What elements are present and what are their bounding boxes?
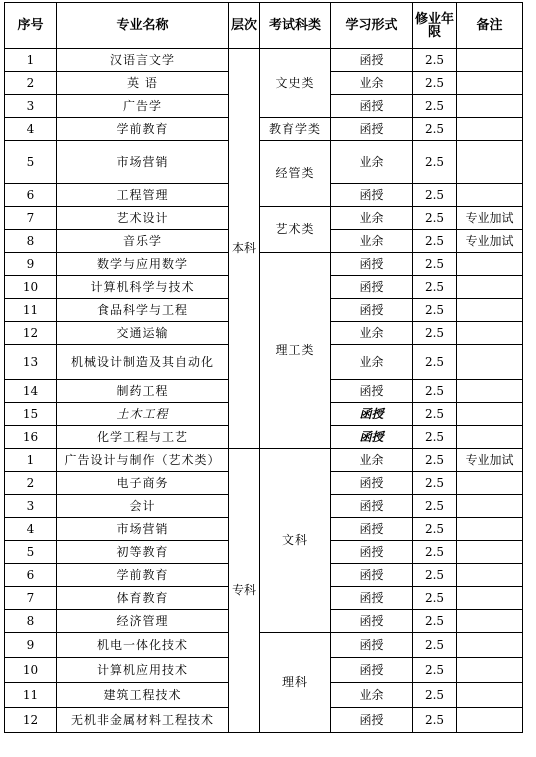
row-note	[457, 95, 523, 118]
row-years: 2.5	[413, 230, 457, 253]
row-mode: 函授	[331, 403, 413, 426]
row-mode: 函授	[331, 118, 413, 141]
row-mode: 函授	[331, 518, 413, 541]
row-note: 专业加试	[457, 449, 523, 472]
header-mode: 学习形式	[331, 3, 413, 49]
row-seq: 5	[5, 141, 57, 184]
row-mode: 函授	[331, 380, 413, 403]
row-mode: 业余	[331, 230, 413, 253]
row-seq: 7	[5, 587, 57, 610]
row-years: 2.5	[413, 658, 457, 683]
row-years: 2.5	[413, 708, 457, 733]
row-mode: 函授	[331, 495, 413, 518]
category-cell: 文史类	[260, 49, 331, 118]
category-cell: 经管类	[260, 141, 331, 207]
header-seq: 序号	[5, 3, 57, 49]
row-note: 专业加试	[457, 207, 523, 230]
row-mode: 函授	[331, 708, 413, 733]
row-seq: 7	[5, 207, 57, 230]
row-years: 2.5	[413, 141, 457, 184]
row-seq: 4	[5, 118, 57, 141]
row-note	[457, 426, 523, 449]
row-name: 学前教育	[57, 118, 229, 141]
row-seq: 6	[5, 564, 57, 587]
row-years: 2.5	[413, 184, 457, 207]
row-mode: 函授	[331, 184, 413, 207]
row-seq: 9	[5, 633, 57, 658]
header-name: 专业名称	[57, 3, 229, 49]
row-seq: 8	[5, 610, 57, 633]
row-seq: 14	[5, 380, 57, 403]
row-seq: 1	[5, 449, 57, 472]
row-note	[457, 184, 523, 207]
row-name: 汉语言文学	[57, 49, 229, 72]
row-mode: 函授	[331, 95, 413, 118]
row-seq: 2	[5, 72, 57, 95]
row-years: 2.5	[413, 564, 457, 587]
row-note: 专业加试	[457, 230, 523, 253]
row-note	[457, 345, 523, 380]
category-cell: 教育学类	[260, 118, 331, 141]
row-mode: 函授	[331, 276, 413, 299]
row-note	[457, 708, 523, 733]
row-name: 学前教育	[57, 564, 229, 587]
row-note	[457, 587, 523, 610]
row-name: 食品科学与工程	[57, 299, 229, 322]
category-cell: 理工类	[260, 253, 331, 449]
row-years: 2.5	[413, 541, 457, 564]
row-seq: 12	[5, 708, 57, 733]
row-note	[457, 541, 523, 564]
row-years: 2.5	[413, 380, 457, 403]
table-row	[5, 449, 523, 472]
row-years: 2.5	[413, 72, 457, 95]
row-name: 土木工程	[57, 403, 229, 426]
header-category: 考试科类	[260, 3, 331, 49]
row-note	[457, 495, 523, 518]
row-years: 2.5	[413, 49, 457, 72]
row-mode: 函授	[331, 610, 413, 633]
row-seq: 10	[5, 658, 57, 683]
row-note	[457, 49, 523, 72]
level-cell: 专科	[229, 449, 260, 733]
row-name: 市场营销	[57, 141, 229, 184]
row-seq: 13	[5, 345, 57, 380]
row-note	[457, 118, 523, 141]
row-name: 市场营销	[57, 518, 229, 541]
row-name: 机电一体化技术	[57, 633, 229, 658]
row-name: 计算机科学与技术	[57, 276, 229, 299]
row-years: 2.5	[413, 207, 457, 230]
row-years: 2.5	[413, 472, 457, 495]
row-years: 2.5	[413, 426, 457, 449]
row-name: 音乐学	[57, 230, 229, 253]
row-note	[457, 564, 523, 587]
row-seq: 12	[5, 322, 57, 345]
row-name: 经济管理	[57, 610, 229, 633]
row-years: 2.5	[413, 587, 457, 610]
table-row	[5, 49, 523, 72]
row-seq: 10	[5, 276, 57, 299]
row-note	[457, 72, 523, 95]
row-years: 2.5	[413, 633, 457, 658]
category-cell: 文科	[260, 449, 331, 633]
row-mode: 函授	[331, 299, 413, 322]
row-seq: 3	[5, 495, 57, 518]
row-note	[457, 472, 523, 495]
row-seq: 15	[5, 403, 57, 426]
row-note	[457, 403, 523, 426]
row-years: 2.5	[413, 118, 457, 141]
row-seq: 3	[5, 95, 57, 118]
row-name: 交通运输	[57, 322, 229, 345]
row-mode: 业余	[331, 449, 413, 472]
header-level: 层次	[229, 3, 260, 49]
row-mode: 业余	[331, 345, 413, 380]
row-mode: 业余	[331, 72, 413, 95]
row-name: 艺术设计	[57, 207, 229, 230]
row-note	[457, 253, 523, 276]
row-note	[457, 276, 523, 299]
row-years: 2.5	[413, 495, 457, 518]
level-cell: 本科	[229, 49, 260, 449]
row-mode: 业余	[331, 683, 413, 708]
row-note	[457, 141, 523, 184]
row-note	[457, 322, 523, 345]
row-note	[457, 380, 523, 403]
program-table	[4, 2, 523, 733]
row-mode: 函授	[331, 658, 413, 683]
row-seq: 5	[5, 541, 57, 564]
row-years: 2.5	[413, 449, 457, 472]
row-note	[457, 299, 523, 322]
row-years: 2.5	[413, 299, 457, 322]
row-mode: 业余	[331, 207, 413, 230]
row-name: 工程管理	[57, 184, 229, 207]
row-name: 广告学	[57, 95, 229, 118]
row-note	[457, 683, 523, 708]
row-name: 会计	[57, 495, 229, 518]
row-name: 初等教育	[57, 541, 229, 564]
row-note	[457, 518, 523, 541]
row-seq: 2	[5, 472, 57, 495]
row-mode: 函授	[331, 541, 413, 564]
header-years: 修业年限	[413, 3, 457, 49]
row-years: 2.5	[413, 683, 457, 708]
row-name: 电子商务	[57, 472, 229, 495]
row-note	[457, 633, 523, 658]
category-cell: 理科	[260, 633, 331, 733]
row-name: 机械设计制造及其自动化	[57, 345, 229, 380]
row-mode: 函授	[331, 587, 413, 610]
row-seq: 8	[5, 230, 57, 253]
row-years: 2.5	[413, 322, 457, 345]
row-note	[457, 610, 523, 633]
row-years: 2.5	[413, 518, 457, 541]
table-row	[5, 141, 523, 184]
row-mode: 函授	[331, 426, 413, 449]
row-mode: 业余	[331, 141, 413, 184]
row-mode: 函授	[331, 564, 413, 587]
row-seq: 16	[5, 426, 57, 449]
row-name: 数学与应用数学	[57, 253, 229, 276]
row-years: 2.5	[413, 610, 457, 633]
row-name: 英 语	[57, 72, 229, 95]
row-mode: 函授	[331, 253, 413, 276]
row-years: 2.5	[413, 345, 457, 380]
row-seq: 6	[5, 184, 57, 207]
table-row	[5, 253, 523, 276]
row-name: 制药工程	[57, 380, 229, 403]
row-seq: 4	[5, 518, 57, 541]
row-seq: 11	[5, 299, 57, 322]
header-note: 备注	[457, 3, 523, 49]
row-name: 无机非金属材料工程技术	[57, 708, 229, 733]
row-seq: 9	[5, 253, 57, 276]
row-mode: 函授	[331, 472, 413, 495]
row-name: 建筑工程技术	[57, 683, 229, 708]
row-name: 体育教育	[57, 587, 229, 610]
table-row	[5, 633, 523, 658]
row-years: 2.5	[413, 253, 457, 276]
row-seq: 1	[5, 49, 57, 72]
row-mode: 函授	[331, 49, 413, 72]
row-name: 计算机应用技术	[57, 658, 229, 683]
row-seq: 11	[5, 683, 57, 708]
row-mode: 业余	[331, 322, 413, 345]
row-years: 2.5	[413, 276, 457, 299]
row-name: 化学工程与工艺	[57, 426, 229, 449]
row-years: 2.5	[413, 95, 457, 118]
category-cell: 艺术类	[260, 207, 331, 253]
page-fragment	[2, 747, 5, 757]
row-note	[457, 658, 523, 683]
row-name: 广告设计与制作（艺术类）	[57, 449, 229, 472]
table-row	[5, 118, 523, 141]
row-years: 2.5	[413, 403, 457, 426]
table-row	[5, 207, 523, 230]
header-row	[5, 3, 523, 49]
row-mode: 函授	[331, 633, 413, 658]
